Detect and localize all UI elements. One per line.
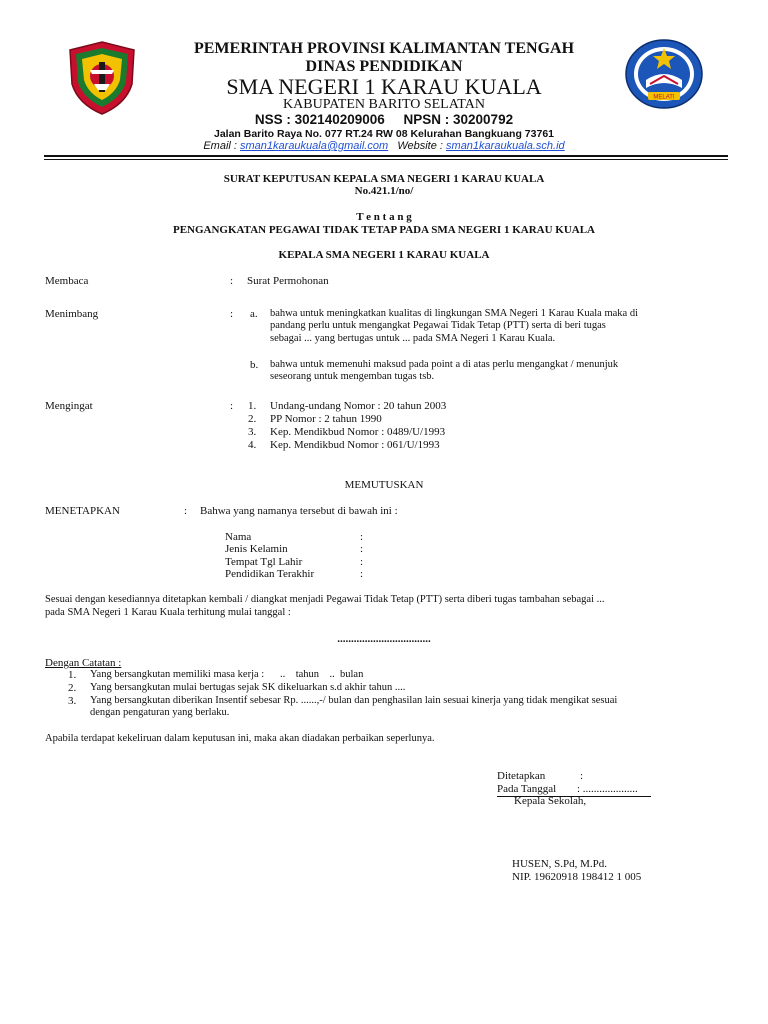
menimbang-a-line: bahwa untuk meningkatkan kualitas di lingkungan SMA Negeri 1 Karau Kuala maka di — [270, 308, 638, 319]
tanggal-label: Pada Tanggal — [497, 783, 557, 795]
website-label: Website : — [397, 140, 443, 152]
catatan-item-text: Yang bersangkutan memiliki masa kerja : .. tahun .. bulan — [90, 669, 364, 680]
mengingat-label: Mengingat — [45, 400, 93, 412]
decree-title: SURAT KEPUTUSAN KEPALA SMA NEGERI 1 KARAU KUALA — [223, 173, 545, 185]
menimbang-b-line: bahwa untuk memenuhi maksud pada point a di atas perlu mengangkat / menunjuk — [270, 359, 619, 370]
menimbang-colon: : — [230, 308, 234, 320]
mengingat-item-text: PP Nomor : 2 tahun 1990 — [270, 413, 382, 425]
letterhead-school-name: SMA NEGERI 1 KARAU KUALA — [226, 74, 542, 99]
letterhead-divider-thick — [44, 155, 728, 157]
decree-tentang: T e n t a n g — [356, 211, 412, 223]
mengingat-colon: : — [230, 400, 234, 412]
signatory-name: HUSEN, S.Pd, M.Pd. — [512, 858, 608, 870]
ditetapkan-label: Ditetapkan — [497, 770, 546, 782]
field-colon: : — [360, 543, 364, 555]
body-paragraph-line: pada SMA Negeri 1 Karau Kuala terhitung mulai tanggal : — [45, 607, 291, 618]
membaca-colon: : — [230, 275, 234, 287]
email-label: Email : — [203, 140, 237, 152]
mengingat-item-text: Kep. Mendikbud Nomor : 061/U/1993 — [270, 439, 440, 451]
field-colon: : — [360, 531, 364, 543]
letterhead-department: DINAS PENDIDIKAN — [305, 58, 463, 75]
menimbang-label: Menimbang — [45, 308, 99, 320]
decree-subject: PENGANGKATAN PEGAWAI TIDAK TETAP PADA SMA NEGERI 1 KARAU KUALA — [172, 224, 596, 236]
mengingat-item-text: Kep. Mendikbud Nomor : 0489/U/1993 — [270, 426, 446, 438]
field-label-nama: Nama — [225, 531, 252, 543]
letterhead-contact — [0, 140, 768, 152]
field-colon: : — [360, 556, 364, 568]
start-date-blank: .................................. — [337, 633, 431, 645]
website-link[interactable]: sman1karaukuala.sch.id — [446, 140, 565, 152]
memutuskan-heading: MEMUTUSKAN — [344, 479, 424, 491]
field-label-tempat-tgl-lahir: Tempat Tgl Lahir — [225, 556, 303, 568]
letterhead-address: Jalan Barito Raya No. 077 RT.24 RW 08 Kelurahan Bangkuang 73761 — [213, 128, 555, 140]
mengingat-item-number: 4. — [248, 439, 257, 451]
signatory-role: Kepala Sekolah, — [514, 795, 587, 807]
mengingat-item-number: 3. — [248, 426, 257, 438]
catatan-item-number: 2. — [68, 682, 77, 694]
signatory-nip: NIP. 19620918 198412 1 005 — [512, 871, 642, 883]
catatan-item-text: dengan pengaturan yang berlaku. — [90, 707, 230, 718]
closing-statement: Apabila terdapat kekeliruan dalam keputusan ini, maka akan diadakan perbaikan seperlunya. — [45, 733, 435, 744]
catatan-item-number: 1. — [68, 669, 77, 681]
catatan-item-number: 3. — [68, 695, 77, 707]
field-label-pendidikan-terakhir: Pendidikan Terakhir — [225, 568, 315, 580]
menimbang-a-marker: a. — [250, 308, 258, 320]
ditetapkan-colon: : — [580, 770, 584, 782]
menimbang-a-line: pandang perlu untuk mengangkat Pegawai Tidak Tetap (PTT) serta di beri tugas — [270, 320, 606, 331]
school-logo-text: MELATI — [653, 94, 675, 101]
menimbang-a-line: sebagai ... yang bertugas untuk ... pada SMA Negeri 1 Karau Kuala. — [270, 333, 556, 344]
letterhead-divider-thin — [44, 159, 728, 160]
catatan-item-text: Yang bersangkutan mulai bertugas sejak SK dikeluarkan s.d akhir tahun .... — [90, 682, 406, 693]
letterhead-district: KABUPATEN BARITO SELATAN — [283, 97, 485, 112]
letterhead-province: PEMERINTAH PROVINSI KALIMANTAN TENGAH — [193, 40, 575, 57]
mengingat-item-number: 2. — [248, 413, 257, 425]
menetapkan-text: Bahwa yang namanya tersebut di bawah ini : — [200, 505, 398, 517]
mengingat-item-text: Undang-undang Nomor : 20 tahun 2003 — [270, 400, 447, 412]
field-label-jenis-kelamin: Jenis Kelamin — [225, 543, 288, 555]
decree-number: No.421.1/no/ — [354, 185, 414, 197]
body-paragraph-line: Sesuai dengan kesediannya ditetapkan kembali / diangkat menjadi Pegawai Tidak Tetap (PTT) serta diberi tugas tambahan sebagai ... — [45, 594, 605, 605]
tanggal-value: : .................... — [577, 783, 638, 795]
catatan-heading: Dengan Catatan : — [45, 657, 122, 669]
menetapkan-label: MENETAPKAN — [45, 505, 120, 517]
menetapkan-colon: : — [184, 505, 188, 517]
membaca-label: Membaca — [45, 275, 89, 287]
catatan-item-text: Yang bersangkutan diberikan Insentif sebesar Rp. ......,-/ bulan dan penghasilan lain sesuai kinerja yang tidak mengikat sesuai — [90, 695, 618, 706]
menimbang-b-line: seseorang untuk mengemban tugas tsb. — [270, 371, 435, 382]
email-link[interactable]: sman1karaukuala@gmail.com — [240, 140, 389, 152]
mengingat-item-number: 1. — [248, 400, 257, 412]
menimbang-b-marker: b. — [250, 359, 259, 371]
decree-authority: KEPALA SMA NEGERI 1 KARAU KUALA — [278, 249, 490, 261]
field-colon: : — [360, 568, 364, 580]
letterhead-nss-npsn: NSS : 302140209006 NPSN : 30200792 — [254, 112, 514, 127]
membaca-text: Surat Permohonan — [247, 275, 329, 287]
